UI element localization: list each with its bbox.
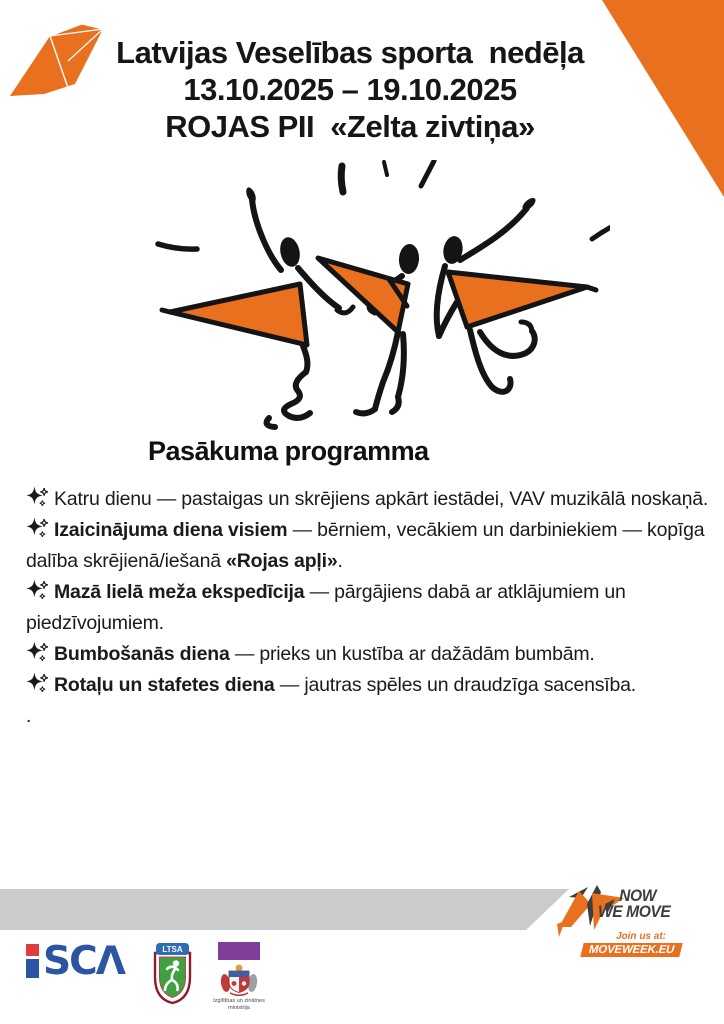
program-item-text: — bērniem, vecākiem un darbiniekiem — kopīga dalība skrējienā/iešanā — [26, 519, 705, 572]
program-item — [26, 484, 718, 515]
program-list — [26, 484, 718, 732]
program-item-text: — pārgājiens dabā ar atklājumiem un piedzīvojumiem. — [26, 581, 626, 634]
moveweek-link — [580, 943, 682, 957]
ministry-caption-line-2: ministrija — [228, 1004, 250, 1011]
sparkle-icon — [26, 516, 49, 540]
isca-letter-i — [26, 944, 39, 978]
program-item — [26, 670, 718, 701]
isca-i-stem — [26, 959, 39, 978]
nwm-line-wemove: WE MOVE — [598, 902, 671, 921]
poster-title — [0, 34, 700, 145]
program-item — [26, 515, 718, 577]
isca-letters: SCΛ — [43, 939, 124, 984]
nwm-line-now: NOW — [619, 886, 657, 905]
program-item-bold-text: «Rojas apļi» — [226, 550, 338, 572]
ltsa-label-text: LTSA — [162, 945, 183, 954]
title-line-3: ROJAS PII «Zelta zivtiņa» — [165, 109, 535, 144]
join-us-label: Join us at: — [615, 931, 666, 942]
latvia-coat-of-arms — [217, 963, 261, 996]
program-item-text: — jautras spēles un draudzīga sacensība. — [274, 674, 637, 696]
program-heading: Pasākuma programma — [148, 436, 429, 466]
isca-i-dot — [26, 944, 39, 956]
nowwemove-wordmark — [598, 888, 683, 920]
ministry-caption-line-1: Izglītības un zinātnes — [213, 998, 265, 1004]
program-item-bold-text: Rotaļu un stafetes diena — [54, 674, 275, 696]
program-item-text: . — [337, 550, 343, 572]
sparkle-icon — [26, 485, 49, 509]
title-line-2: 13.10.2025 – 19.10.2025 — [183, 72, 517, 107]
isca-logo — [26, 939, 124, 984]
sparkle-icon — [26, 671, 49, 695]
program-item — [26, 577, 718, 639]
ministry-logo — [215, 942, 263, 1011]
sparkle-icon — [26, 578, 49, 602]
program-item-bold-text: Izaicinājuma diena visiem — [54, 519, 288, 541]
moveweek-label: MOVEWEEK.EU — [587, 944, 676, 956]
program-item-text: — prieks un kustība ar dažādām bumbām. — [229, 643, 595, 665]
ltsa-logo — [151, 941, 194, 1007]
program-item-bold-text: Mazā lielā meža ekspedīcija — [54, 581, 305, 603]
ministry-purple-rect — [218, 942, 260, 960]
title-line-1: Latvijas Veselības sporta nedēļa — [116, 35, 584, 70]
program-item — [26, 639, 718, 670]
sparkle-icon — [26, 640, 49, 664]
program-item-text: Katru dienu — pastaigas un skrējiens apkārt iestādei, VAV muzikālā noskaņā. — [54, 488, 709, 510]
program-item-text: . — [26, 705, 32, 727]
dancing-figures-illustration — [140, 160, 610, 430]
program-item-bold-text: Bumbošanās diena — [54, 643, 230, 665]
program-item — [26, 701, 718, 732]
